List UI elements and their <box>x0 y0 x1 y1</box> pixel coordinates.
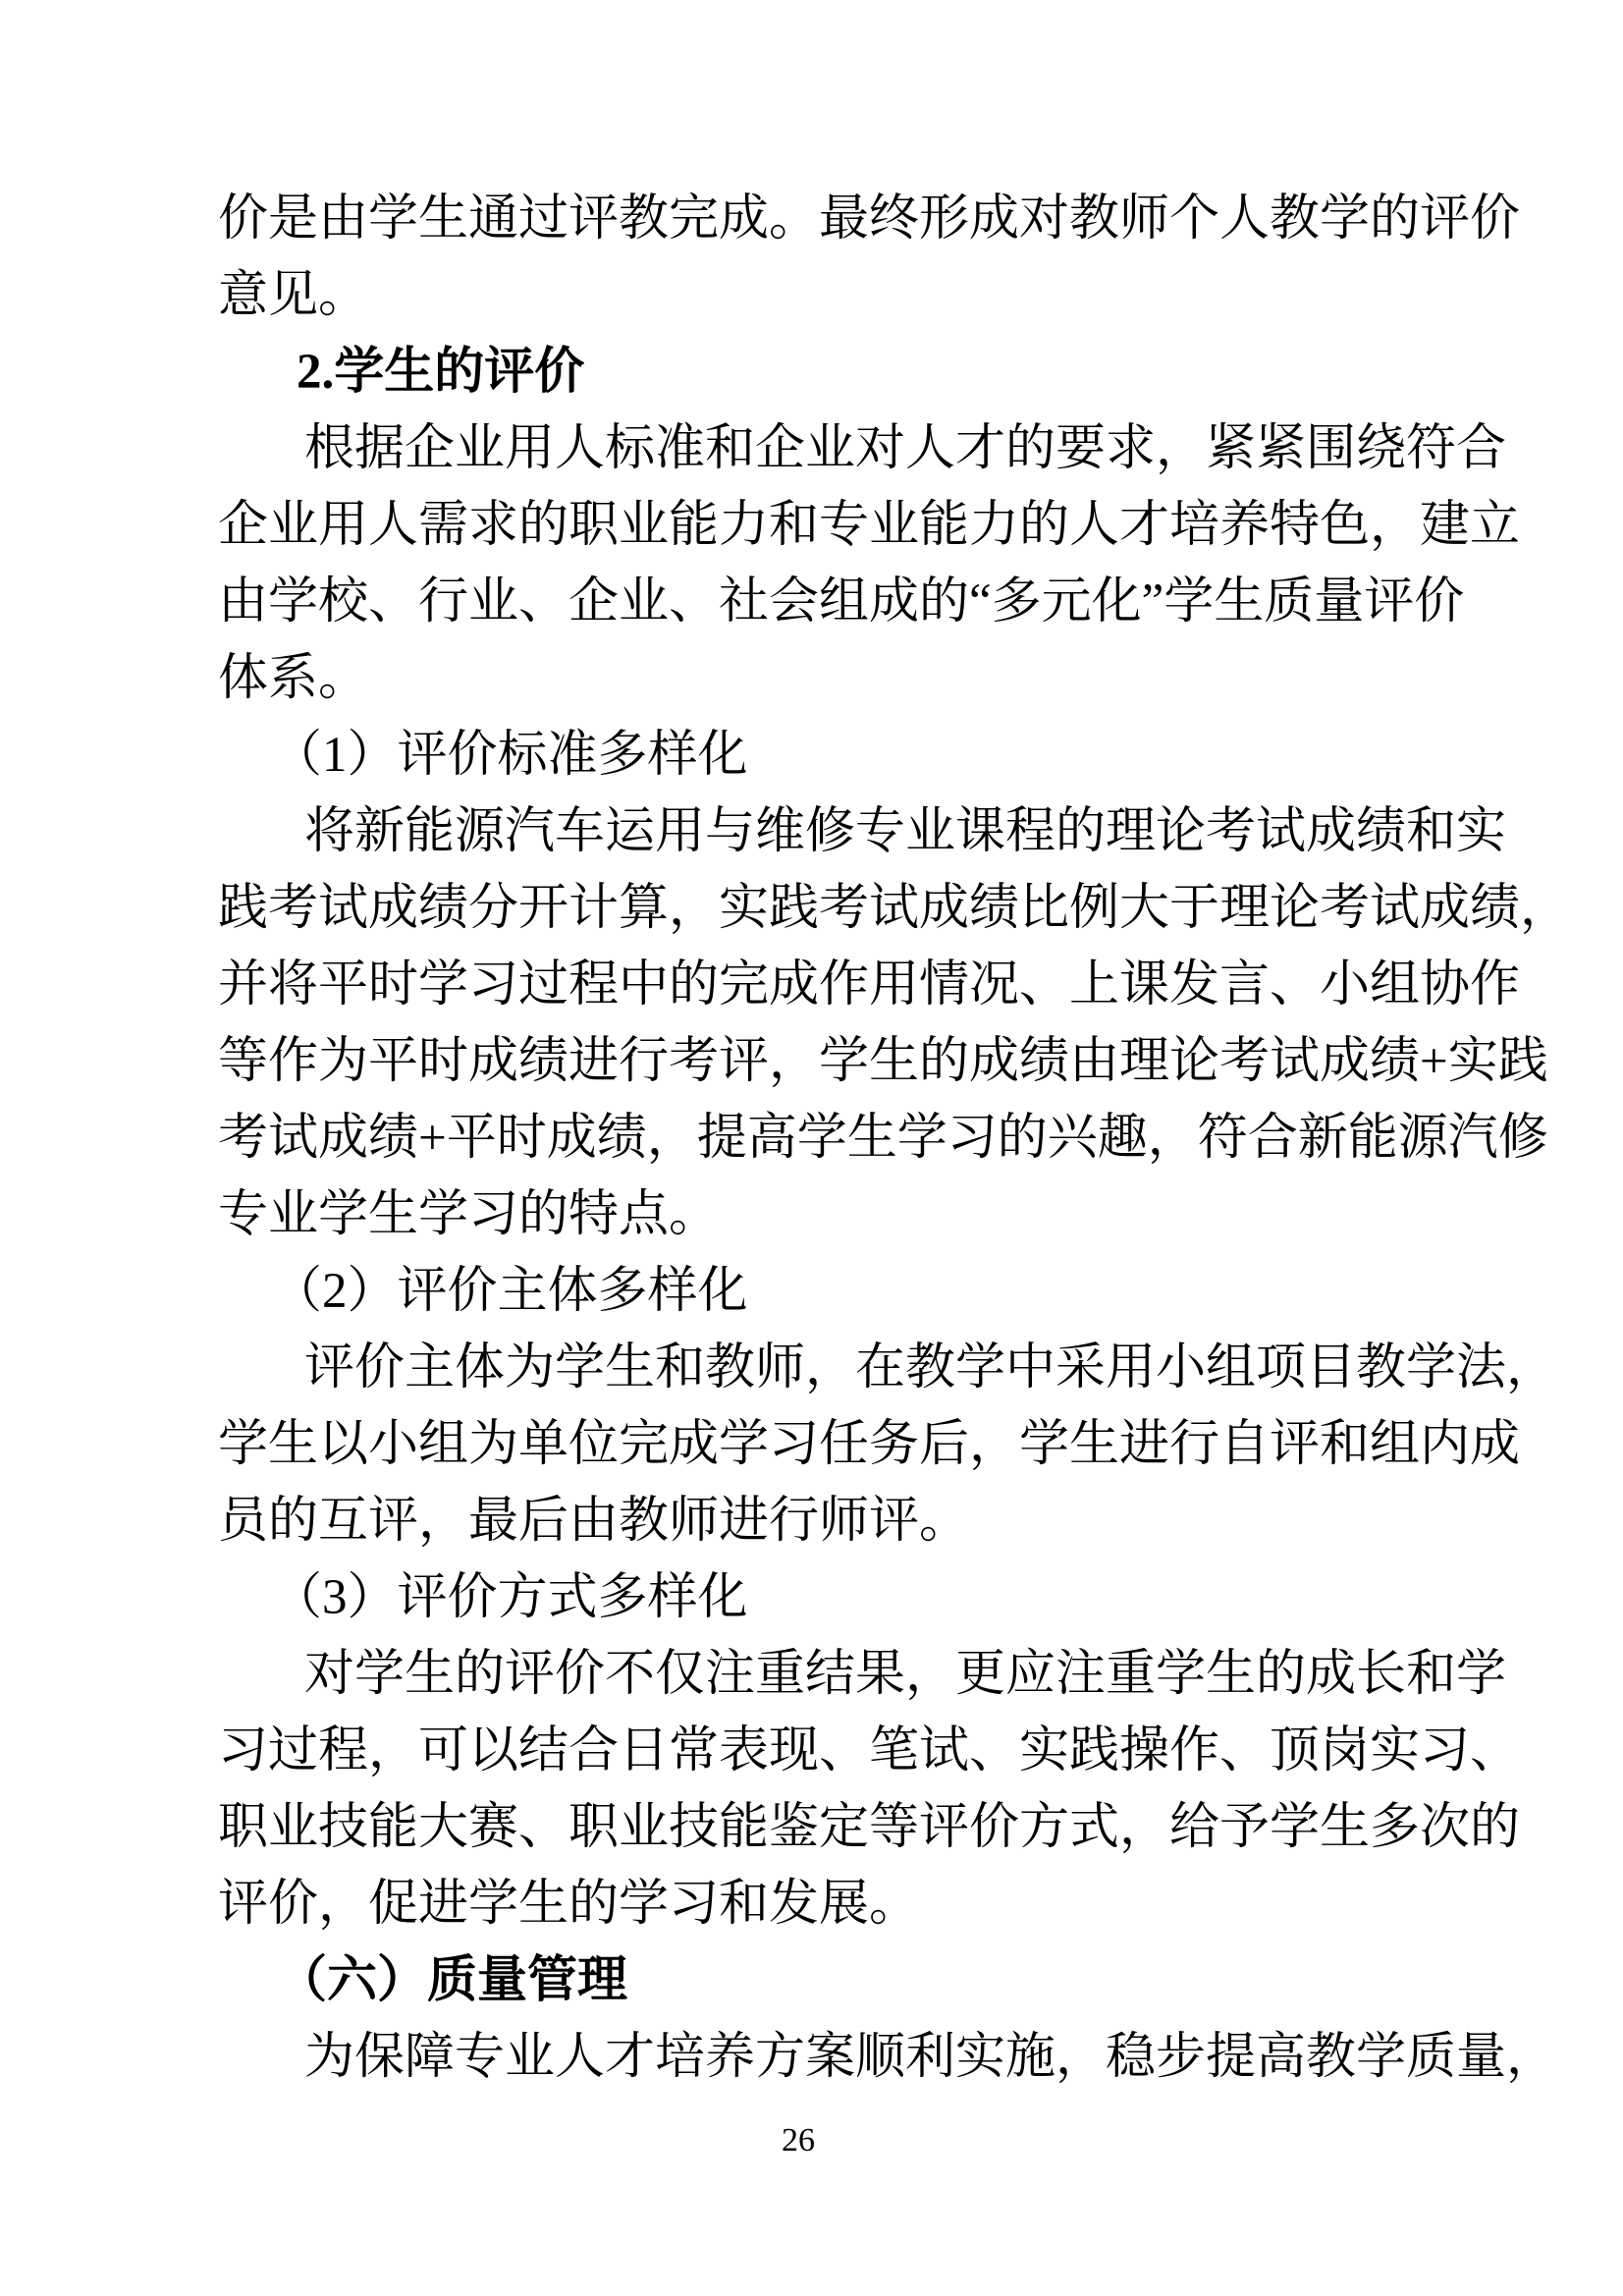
page-content <box>218 181 1571 2096</box>
paragraph-line: 习过程，可以结合日常表现、笔试、实践操作、顶岗实习、 <box>218 1723 1521 1778</box>
section-heading-quality-management: （六）质量管理 <box>277 1953 628 2008</box>
paragraph-line: 并将平时学习过程中的完成作用情况、上课发言、小组协作 <box>218 957 1521 1012</box>
paragraph-line: 等作为平时成绩进行考评，学生的成绩由理论考试成绩+实践 <box>218 1034 1548 1089</box>
paragraph-line: 考试成绩+平时成绩，提高学生学习的兴趣，符合新能源汽修 <box>218 1111 1548 1166</box>
subheading-evaluation-standards: （1）评价标准多样化 <box>272 728 748 783</box>
paragraph-line: 评价，促进学生的学习和发展。 <box>218 1877 920 1932</box>
paragraph-line: 专业学生学习的特点。 <box>218 1187 720 1242</box>
paragraph-line: 由学校、行业、企业、社会组成的“多元化”学生质量评价 <box>218 574 1465 629</box>
paragraph-line: 将新能源汽车运用与维修专业课程的理论考试成绩和实 <box>304 804 1507 859</box>
paragraph-line: 根据企业用人标准和企业对人才的要求，紧紧围绕符合 <box>304 421 1507 476</box>
paragraph-line: 评价主体为学生和教师，在教学中采用小组项目教学法， <box>304 1340 1557 1395</box>
paragraph-line: 企业用人需求的职业能力和专业能力的人才培养特色，建立 <box>218 498 1521 553</box>
subheading-evaluation-methods: （3）评价方式多样化 <box>272 1570 748 1625</box>
paragraph-line: 职业技能大赛、职业技能鉴定等评价方式，给予学生多次的 <box>218 1800 1521 1855</box>
paragraph-line: 意见。 <box>218 268 369 323</box>
paragraph-line: 践考试成绩分开计算，实践考试成绩比例大于理论考试成绩， <box>218 881 1571 936</box>
paragraph-line: 学生以小组为单位完成学习任务后，学生进行自评和组内成 <box>218 1417 1521 1472</box>
paragraph-line: 体系。 <box>218 651 369 706</box>
paragraph-line: 对学生的评价不仅注重结果，更应注重学生的成长和学 <box>304 1647 1507 1702</box>
page-number: 26 <box>782 2122 815 2159</box>
paragraph-line: 为保障专业人才培养方案顺利实施，稳步提高教学质量， <box>304 2030 1557 2085</box>
paragraph-line: 价是由学生通过评教完成。最终形成对教师个人教学的评价 <box>218 191 1521 246</box>
section-heading-student-evaluation: 2.学生的评价 <box>297 345 585 400</box>
paragraph-line: 员的互评，最后由教师进行师评。 <box>218 1494 970 1549</box>
subheading-evaluation-subjects: （2）评价主体多样化 <box>272 1264 748 1319</box>
